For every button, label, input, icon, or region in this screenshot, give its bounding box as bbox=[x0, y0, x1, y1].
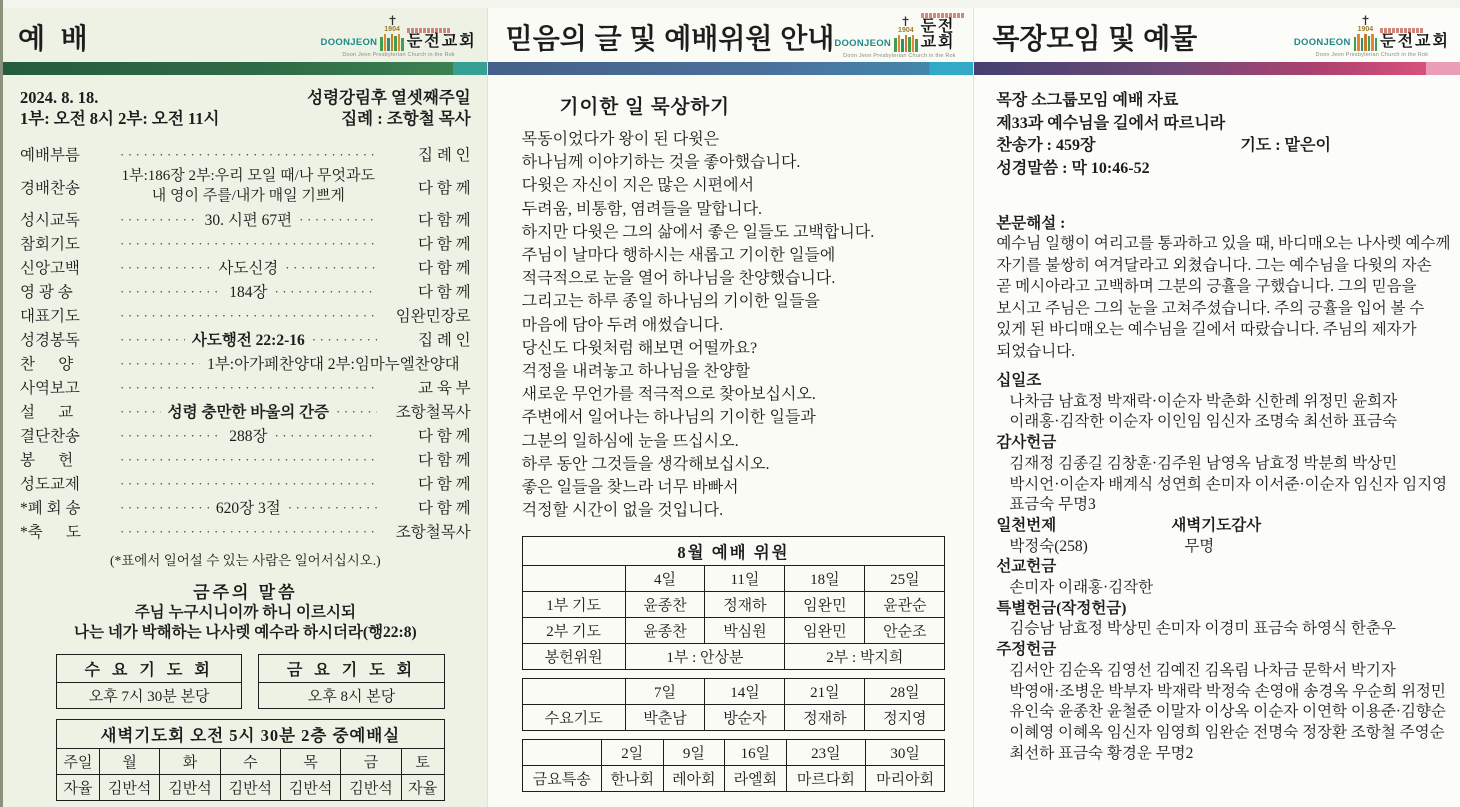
worship-committee-tables bbox=[522, 536, 946, 800]
cross-icon bbox=[1360, 15, 1371, 26]
cross-icon bbox=[387, 15, 398, 26]
commentary-line: 예수님 일행이 여리고를 통과하고 있을 때, 바디매오는 나사렛 예수께 bbox=[996, 235, 1451, 252]
dawn-leader-cell: 김반석 bbox=[100, 775, 160, 801]
panel-faith bbox=[487, 8, 974, 807]
service-date-times bbox=[20, 87, 219, 129]
essay-line: 다윗은 자신이 지은 많은 시편에서 bbox=[521, 177, 755, 195]
order-item-value: 내 영이 주를/내가 매일 기쁘게 bbox=[151, 187, 345, 204]
order-item-middle bbox=[116, 328, 381, 350]
order-item-person: 조항철목사 bbox=[395, 404, 471, 421]
order-item-label: 경배찬송 bbox=[20, 179, 80, 197]
august-committee-table-title-row bbox=[522, 537, 945, 566]
dawn-leader-cell: 김반석 bbox=[280, 775, 340, 801]
worship-order-row bbox=[20, 471, 471, 495]
essay-line: 두려움, 비통함, 염려들을 말합니다. bbox=[521, 200, 763, 218]
wednesday-prayer-roster-table-header-cell: 21일 bbox=[785, 679, 865, 705]
wednesday-prayer-roster-table-cell: 정지영 bbox=[865, 705, 945, 731]
august-committee-table-cell: 1부 기도 bbox=[522, 592, 625, 618]
dawn-day-cell: 월 bbox=[100, 749, 160, 775]
service-date: 2024. 8. 18. bbox=[20, 88, 99, 107]
worship-order-row bbox=[20, 303, 471, 327]
commentary-line: 자기를 불쌍히 여겨달라고 외쳤습니다. 그는 예수님을 다윗의 자손 bbox=[996, 256, 1432, 274]
worship-order-row bbox=[20, 231, 471, 255]
dotted-leader bbox=[312, 332, 377, 347]
prayer-assignee: 기도 : 맡은이 bbox=[1240, 137, 1331, 154]
dotted-leader bbox=[120, 308, 377, 323]
essay-line: 하루 동안 그것들을 생각해보십시오. bbox=[521, 455, 770, 473]
order-item-label: 성시교독 bbox=[20, 212, 80, 229]
august-committee-table-cell: 봉헌위원 bbox=[522, 644, 625, 670]
cross-icon bbox=[900, 16, 911, 27]
offering-section-header: 특별헌금(작정헌금) bbox=[996, 599, 1127, 617]
essay-line: 주변에서 일어나는 하나님의 기이한 일들과 bbox=[521, 409, 816, 427]
order-item-label: 결단찬송 bbox=[20, 428, 80, 445]
church-logo bbox=[834, 13, 964, 61]
logo-bars-icon bbox=[894, 35, 918, 52]
hymn-prayer-row bbox=[996, 135, 1440, 158]
church-building-icon bbox=[380, 15, 404, 51]
logo-year: 1904 bbox=[1357, 25, 1374, 33]
standing-note: (*표에서 일어설 수 있는 사람은 일어서십시오.) bbox=[109, 553, 381, 568]
order-item-middle bbox=[116, 496, 381, 518]
offering-section-header: 주정헌금 bbox=[996, 641, 1057, 659]
faith-divider-bar bbox=[488, 62, 974, 75]
dawn-prayer-table-wrap bbox=[56, 719, 445, 801]
offering-section-header: 일천번제 bbox=[996, 516, 1057, 534]
logo-small-red-text bbox=[407, 28, 451, 33]
commentary-line: 곧 메시아라고 고백하며 그분의 긍휼을 구했습니다. 그의 믿음을 bbox=[996, 278, 1417, 295]
worship-order-row bbox=[20, 166, 471, 207]
order-item-label: 신앙고백 bbox=[20, 260, 80, 277]
dotted-leader bbox=[120, 404, 161, 419]
wednesday-prayer-roster-table-header-cell: 14일 bbox=[705, 679, 785, 705]
essay-line: 마음에 담아 두려 애썼습니다. bbox=[521, 316, 724, 334]
worship-order-row bbox=[20, 519, 471, 543]
august-committee-table-cell: 윤종찬 bbox=[625, 592, 705, 618]
commentary-body bbox=[996, 233, 1451, 362]
august-committee-table-row bbox=[522, 644, 945, 670]
order-item-middle bbox=[116, 424, 381, 446]
worship-title: 예 배 bbox=[18, 23, 88, 54]
dawn-day-cell: 토 bbox=[401, 749, 444, 775]
week-word-title: 금주의 말씀 bbox=[193, 583, 298, 602]
wednesday-prayer-table bbox=[56, 654, 242, 709]
offering-name-lists bbox=[996, 371, 1448, 764]
wednesday-prayer-time: 오후 7시 30분 본당 bbox=[57, 683, 242, 709]
wednesday-prayer-roster-table-header-row bbox=[522, 679, 945, 705]
wednesday-prayer-roster-table-cell: 방순자 bbox=[705, 705, 785, 731]
friday-special-song-table-row bbox=[522, 766, 945, 792]
commentary-line: 있게 된 바디매오는 예수님을 길에서 따랐습니다. 주님의 제자가 bbox=[996, 321, 1417, 338]
essay-body bbox=[522, 128, 946, 522]
dawn-title-cell: 새벽기도회 오전 5시 30분 2층 중예배실 bbox=[57, 720, 445, 749]
order-item-label: 설 교 bbox=[20, 404, 74, 421]
essay-line: 그리고는 하루 종일 하나님의 기이한 일들을 bbox=[521, 293, 820, 311]
august-committee-table-cell: 1부 : 안상분 bbox=[625, 644, 785, 670]
offering-title: 목장모임 및 예물 bbox=[992, 23, 1198, 54]
wednesday-prayer-roster-table-header-cell: 7일 bbox=[625, 679, 705, 705]
logo-tagline: Doon Jeon Presbyterian Church in the Rok bbox=[342, 51, 455, 58]
worship-order-row bbox=[20, 399, 471, 423]
august-committee-table-row bbox=[522, 618, 945, 644]
dotted-leader bbox=[120, 284, 222, 299]
order-item-person: 임완민장로 bbox=[395, 308, 471, 325]
dotted-leader bbox=[285, 260, 376, 275]
order-item-value: 184장 bbox=[229, 284, 268, 301]
dotted-leader bbox=[120, 356, 200, 371]
friday-special-song-table-cell: 마르다회 bbox=[786, 766, 865, 792]
august-committee-table-title: 8월 예배 위원 bbox=[522, 537, 945, 566]
order-item-value: 사도신경 bbox=[218, 260, 279, 277]
wednesday-prayer-roster-table-header-cell bbox=[522, 679, 625, 705]
logo-tagline: Doon Jeon Presbyterian Church in the Rok bbox=[843, 53, 956, 59]
order-item-middle bbox=[116, 400, 381, 422]
order-item-value: 1부:186장 2부:우리 모일 때/나 무엇과도 bbox=[121, 168, 376, 184]
order-item-person: 다 함 께 bbox=[417, 428, 471, 445]
dotted-leader bbox=[274, 428, 376, 443]
friday-special-song-table-cell: 금요특송 bbox=[522, 766, 601, 792]
panel-offering bbox=[973, 8, 1460, 807]
panel-worship bbox=[0, 8, 487, 807]
dotted-leader bbox=[120, 212, 198, 227]
order-item-label: 대표기도 bbox=[20, 308, 80, 325]
order-item-value: 1부:아가페찬양대 2부:임마누엘찬양대 bbox=[207, 356, 460, 373]
prayer-meeting-tables bbox=[56, 654, 445, 709]
august-committee-table-cell: 임완민 bbox=[785, 618, 865, 644]
worship-order-row bbox=[20, 423, 471, 447]
friday-special-song-table-header-cell: 23일 bbox=[786, 740, 865, 766]
offering-divider-bar bbox=[974, 62, 1460, 75]
order-item-middle bbox=[116, 208, 381, 230]
order-item-label: 예배부름 bbox=[20, 147, 80, 164]
dawn-days-row bbox=[57, 749, 445, 775]
dawn-day-cell: 수 bbox=[220, 749, 280, 775]
offering-name-line: 손미자 이래홍·김작한 bbox=[1009, 579, 1154, 597]
august-committee-table-cell: 윤종찬 bbox=[625, 618, 705, 644]
commentary-title: 본문해설 : bbox=[996, 215, 1066, 232]
order-item-middle bbox=[116, 352, 471, 374]
order-item-value: 30. 시편 67편 bbox=[204, 212, 293, 229]
offering-name-line: 박시언·이순자 배계식 성연희 손미자 이서준·이순자 임신자 임지영 bbox=[1009, 475, 1448, 493]
essay-line: 목동이었다가 왕이 된 다윗은 bbox=[521, 131, 720, 148]
friday-special-song-table-cell: 라엘회 bbox=[725, 766, 787, 792]
worship-order-row bbox=[20, 142, 471, 166]
friday-prayer-title: 금 요 기 도 회 bbox=[259, 655, 444, 683]
friday-special-song-table-cell: 마리아회 bbox=[865, 766, 944, 792]
logo-year: 1904 bbox=[898, 27, 914, 34]
august-committee-table-cell: 2부 기도 bbox=[522, 618, 625, 644]
offering-name-line: 이혜영 이혜옥 임신자 임영희 임완순 전명숙 정장환 조항철 주영순 bbox=[1009, 723, 1445, 741]
dotted-leader bbox=[120, 428, 222, 443]
worship-divider-bar bbox=[0, 62, 487, 75]
friday-special-song-table-header-cell: 30일 bbox=[865, 740, 944, 766]
faith-header bbox=[488, 8, 974, 62]
order-item-value: 620장 3절 bbox=[215, 500, 281, 517]
august-committee-table-cell: 임완민 bbox=[785, 592, 865, 618]
week-word-line2: 나는 네가 박해하는 나사렛 예수라 하시더라(행22:8) bbox=[74, 624, 417, 641]
friday-special-song-table-header-cell: 9일 bbox=[663, 740, 725, 766]
order-item-middle bbox=[116, 280, 381, 302]
offering-section-header: 선교헌금 bbox=[996, 558, 1057, 576]
order-item-middle bbox=[116, 166, 381, 207]
order-item-person: 교 육 부 bbox=[417, 380, 471, 397]
dotted-leader bbox=[120, 236, 377, 251]
church-logo bbox=[1294, 15, 1450, 60]
service-times: 1부: 오전 8시 2부: 오전 11시 bbox=[20, 109, 220, 128]
dawn-leader-cell: 김반석 bbox=[160, 775, 220, 801]
worship-header bbox=[0, 8, 487, 62]
worship-order-row bbox=[20, 207, 471, 231]
order-item-label: 영 광 송 bbox=[20, 284, 73, 301]
worship-order-row bbox=[20, 255, 471, 279]
worship-content bbox=[0, 75, 487, 807]
august-committee-table-header-cell: 18일 bbox=[785, 566, 865, 592]
dotted-leader bbox=[120, 147, 377, 162]
scripture-reference: 성경말씀 : 막 10:46-52 bbox=[996, 159, 1150, 177]
order-item-person: 조항철목사 bbox=[395, 524, 471, 541]
logo-name-en: DOONJEON bbox=[320, 36, 378, 48]
scan-edge bbox=[0, 0, 3, 807]
order-item-middle bbox=[116, 380, 381, 395]
wednesday-prayer-roster-table-header-cell: 28일 bbox=[865, 679, 945, 705]
essay-line: 하지만 다윗은 그의 삶에서 좋은 일들도 고백합니다. bbox=[521, 223, 875, 241]
dotted-leader bbox=[120, 476, 377, 491]
faith-content bbox=[488, 75, 974, 807]
order-item-person: 다 함 께 bbox=[417, 500, 471, 517]
offering-header bbox=[974, 8, 1460, 62]
august-committee-table-header-cell: 11일 bbox=[705, 566, 785, 592]
friday-prayer-table bbox=[258, 654, 444, 709]
offering-name-line: 유인숙 윤종찬 윤철준 이말자 이상옥 이순자 이연학 이용준·김향순 bbox=[1009, 703, 1446, 721]
dawn-day-cell: 목 bbox=[280, 749, 340, 775]
friday-special-song-table-header-cell: 16일 bbox=[725, 740, 787, 766]
order-item-person: 다 함 께 bbox=[417, 236, 471, 253]
officiant: 집례 : 조항철 목사 bbox=[341, 109, 471, 128]
august-committee-table-cell: 정재하 bbox=[705, 592, 785, 618]
wednesday-prayer-roster-table bbox=[522, 678, 946, 731]
faith-title: 믿음의 글 및 예배위원 안내 bbox=[505, 23, 835, 54]
offering-section-header: 감사헌금 bbox=[996, 434, 1057, 452]
wednesday-prayer-roster-table-cell: 박춘남 bbox=[625, 705, 705, 731]
logo-small-red-text bbox=[1380, 28, 1424, 33]
dotted-leader bbox=[120, 260, 211, 275]
order-item-label: 사역보고 bbox=[20, 380, 80, 397]
commentary-line: 보시고 주님은 그의 눈을 고쳐주셨습니다. 주의 긍휼을 입어 볼 수 bbox=[996, 299, 1425, 317]
offering-name-line: 이래홍·김작한 이순자 이인임 임신자 조명숙 최선하 표금숙 bbox=[1009, 413, 1398, 431]
dawn-day-cell: 주일 bbox=[57, 749, 100, 775]
offering-name-line: 최선하 표금숙 황경운 무명2 bbox=[1009, 744, 1194, 762]
smallgroup-material-line: 목장 소그룹모임 예배 자료 bbox=[996, 92, 1179, 109]
order-item-person: 다 함 께 bbox=[417, 476, 471, 493]
worship-order-row bbox=[20, 327, 471, 351]
order-item-value: 288장 bbox=[229, 428, 268, 445]
order-item-middle bbox=[116, 452, 381, 467]
worship-order-row bbox=[20, 447, 471, 471]
offering-name-line: 김승남 남효정 박상민 손미자 이경미 표금숙 하영식 한춘우 bbox=[1009, 620, 1396, 638]
wednesday-prayer-title: 수 요 기 도 회 bbox=[57, 655, 242, 683]
dotted-leader bbox=[274, 284, 376, 299]
friday-prayer-time: 오후 8시 본당 bbox=[259, 683, 444, 709]
offering-name-line: 무명 bbox=[1184, 537, 1215, 555]
dotted-leader bbox=[120, 524, 377, 539]
order-item-label: 참회기도 bbox=[20, 236, 80, 253]
week-word-line1: 주님 누구시니이까 하니 이르시되 bbox=[134, 604, 356, 621]
order-item-label: 찬 양 bbox=[20, 356, 74, 373]
offering-name-line: 김재정 김종길 김창훈·김주원 남영옥 남효정 박분희 박상민 bbox=[1009, 454, 1398, 472]
logo-small-red-text bbox=[921, 13, 965, 18]
logo-korean-name-block bbox=[921, 13, 965, 52]
offering-dual-header-row bbox=[996, 516, 1440, 537]
dotted-leader bbox=[120, 452, 377, 467]
order-item-label: *폐 회 송 bbox=[20, 500, 81, 517]
logo-bars-icon bbox=[1354, 34, 1378, 51]
order-item-value: 사도행전 22:2-16 bbox=[191, 332, 305, 349]
essay-line: 주님이 날마다 행하시는 새롭고 기이한 일들에 bbox=[521, 247, 836, 265]
august-committee-table-cell: 2부 : 박지희 bbox=[785, 644, 945, 670]
august-committee-table-header-cell: 25일 bbox=[865, 566, 945, 592]
logo-name-ko: 둔전교회 bbox=[1380, 32, 1450, 50]
order-item-middle bbox=[116, 524, 381, 539]
order-item-person: 다 함 께 bbox=[417, 212, 471, 229]
order-item-middle bbox=[116, 256, 381, 278]
order-item-middle bbox=[116, 236, 381, 251]
service-info bbox=[20, 87, 471, 129]
order-item-value: 성령 충만한 바울의 간증 bbox=[167, 404, 330, 421]
friday-special-song-table bbox=[522, 739, 946, 792]
worship-order-row bbox=[20, 375, 471, 399]
offering-name-line: 박정숙(258) bbox=[1009, 537, 1088, 555]
dawn-leader-cell: 김반석 bbox=[341, 775, 401, 801]
august-committee-table-header-row bbox=[522, 566, 945, 592]
order-item-middle bbox=[116, 308, 381, 323]
august-committee-table-cell: 윤관순 bbox=[865, 592, 945, 618]
essay-line: 걱정할 시간이 없을 것입니다. bbox=[521, 502, 724, 520]
logo-korean-name-block bbox=[1380, 28, 1450, 51]
order-item-label: 성도교제 bbox=[20, 476, 80, 493]
worship-order-row bbox=[20, 351, 471, 375]
offering-section-header: 십일조 bbox=[996, 372, 1042, 389]
dawn-leaders-row bbox=[57, 775, 445, 801]
service-sunday-officiant bbox=[307, 87, 471, 129]
smallgroup-lesson-line: 제33과 예수님을 길에서 따르니라 bbox=[996, 114, 1226, 132]
dawn-day-cell: 화 bbox=[160, 749, 220, 775]
logo-korean-name-block bbox=[407, 28, 477, 51]
essay-line: 적극적으로 눈을 열어 하나님을 찬양했습니다. bbox=[521, 270, 836, 288]
church-building-icon bbox=[1354, 15, 1378, 51]
dawn-day-cell: 금 bbox=[341, 749, 401, 775]
logo-name-ko: 둔전교회 bbox=[920, 18, 956, 51]
friday-special-song-table-cell: 레아회 bbox=[663, 766, 725, 792]
order-item-label: 성경봉독 bbox=[20, 332, 80, 349]
logo-tagline: Doon Jeon Presbyterian Church in the Rok bbox=[1315, 51, 1429, 58]
friday-special-song-table-header-cell: 2일 bbox=[601, 740, 663, 766]
worship-order-list bbox=[20, 142, 471, 543]
august-committee-table-cell: 안순조 bbox=[865, 618, 945, 644]
dotted-leader bbox=[288, 500, 377, 515]
august-committee-table bbox=[522, 536, 946, 670]
logo-name-en: DOONJEON bbox=[834, 38, 892, 49]
logo-bars-icon bbox=[380, 34, 404, 51]
friday-special-song-table-header-cell bbox=[522, 740, 601, 766]
essay-title: 기이한 일 묵상하기 bbox=[559, 97, 731, 118]
dawn-prayer-table bbox=[56, 719, 445, 801]
offering-content bbox=[974, 75, 1460, 807]
essay-line: 하나님께 이야기하는 것을 좋아했습니다. bbox=[521, 154, 801, 172]
order-item-label: *축 도 bbox=[20, 524, 81, 541]
order-item-person: 다 함 께 bbox=[417, 284, 471, 301]
order-item-middle bbox=[116, 147, 381, 162]
dawn-leader-cell: 자율 bbox=[401, 775, 444, 801]
order-item-label: 봉 헌 bbox=[20, 452, 74, 469]
hymn-number: 찬송가 : 459장 bbox=[996, 137, 1096, 154]
dotted-leader bbox=[299, 212, 377, 227]
church-logo bbox=[321, 15, 477, 60]
august-committee-table-header-cell bbox=[522, 566, 625, 592]
wednesday-prayer-roster-table-cell: 정재하 bbox=[785, 705, 865, 731]
dotted-leader bbox=[120, 380, 377, 395]
august-committee-table-row bbox=[522, 592, 945, 618]
wednesday-prayer-roster-table-row bbox=[522, 705, 945, 731]
friday-special-song-table-header-row bbox=[522, 740, 945, 766]
wednesday-prayer-roster-table-cell: 수요기도 bbox=[522, 705, 625, 731]
dawn-title-row bbox=[57, 720, 445, 749]
logo-name-en: DOONJEON bbox=[1293, 36, 1351, 48]
offering-name-line: 박영애·조병운 박부자 박재락 박정숙 손영애 송경옥 우순희 위정민 bbox=[1009, 682, 1446, 700]
offering-name-line: 표금숙 무명3 bbox=[1009, 496, 1096, 514]
worship-order-row bbox=[20, 495, 471, 519]
logo-name-ko: 둔전교회 bbox=[406, 32, 477, 50]
commentary-line: 되었습니다. bbox=[996, 342, 1076, 360]
church-building-icon bbox=[894, 16, 918, 52]
order-item-person: 다 함 께 bbox=[417, 452, 471, 469]
worship-order-row bbox=[20, 279, 471, 303]
essay-line: 걱정을 내려놓고 하나님을 찬양할 bbox=[521, 363, 751, 381]
offering-name-line: 김서안 김순옥 김영선 김예진 김옥림 나차금 문학서 박기자 bbox=[1009, 661, 1396, 679]
essay-line: 좋은 일들을 찾느라 너무 바빠서 bbox=[521, 479, 739, 497]
dotted-leader bbox=[336, 404, 377, 419]
logo-year: 1904 bbox=[384, 25, 400, 33]
essay-line: 그분의 일하심에 눈을 뜨십시오. bbox=[521, 432, 739, 450]
august-committee-table-cell: 박심원 bbox=[705, 618, 785, 644]
dotted-leader bbox=[120, 500, 209, 515]
order-item-person: 다 함 께 bbox=[417, 260, 471, 277]
order-item-person: 집 례 인 bbox=[417, 147, 471, 164]
essay-line: 당신도 다윗처럼 해보면 어떨까요? bbox=[521, 339, 758, 357]
dotted-leader bbox=[120, 332, 185, 347]
order-item-person: 집 례 인 bbox=[417, 332, 471, 349]
offering-dual-value-row bbox=[996, 537, 1440, 558]
order-item-person: 다 함 께 bbox=[417, 179, 471, 197]
essay-line: 새로운 무언가를 적극적으로 찾아보십시오. bbox=[521, 386, 816, 404]
dawn-leader-cell: 자율 bbox=[57, 775, 100, 801]
offering-section-header: 새벽기도감사 bbox=[1171, 516, 1262, 534]
august-committee-table-header-cell: 4일 bbox=[625, 566, 705, 592]
order-item-middle bbox=[116, 476, 381, 491]
dawn-leader-cell: 김반석 bbox=[220, 775, 280, 801]
offering-name-line: 나차금 남효정 박재락·이순자 박춘화 신한례 위정민 윤희자 bbox=[1009, 392, 1398, 410]
liturgical-sunday: 성령강림후 열셋째주일 bbox=[307, 88, 471, 107]
friday-special-song-table-cell: 한나회 bbox=[601, 766, 663, 792]
